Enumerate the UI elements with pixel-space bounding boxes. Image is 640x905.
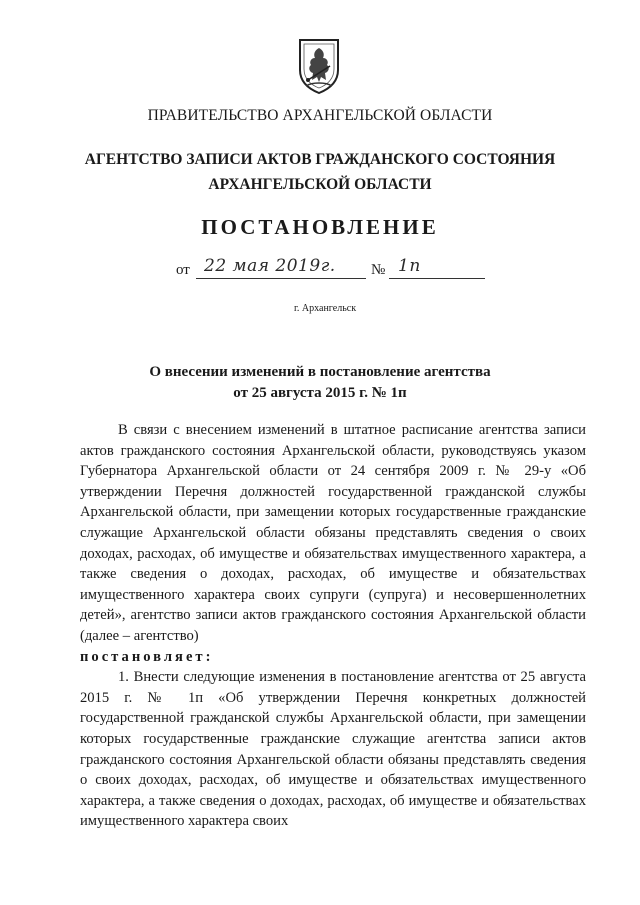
handwritten-date: 22 мая 2019г. [204,256,336,276]
date-underline [196,278,366,279]
document-title-line1: О внесении изменений в постановление агентства [149,364,491,380]
agency-name-line2: АРХАНГЕЛЬСКОЙ ОБЛАСТИ [208,176,432,193]
document-title-line2: от 25 августа 2015 г. № 1п [233,385,407,401]
city-name: г. Архангельск [293,303,357,314]
number-label: № [371,262,386,278]
number-underline [389,278,485,279]
body-paragraph-2: 1. Внести следующие изменения в постановление агентства от 25 августа 2015 г. № 1п «Об утверждении Перечня конкретных должностей государственной гражданской службы Архангельской области, при замещении которых государственные гражданские служащие агентства записи актов гражданского состояния Архангельской области обязаны представлять сведения о своих доходах, расходах, об имуществе и обязательствах имущественного характера, а также сведения о доходах, расходах, об имуществе и обязательствах имущественного характера своих [80,669,586,830]
resolves-keyword: постановляет: [80,648,214,665]
coat-of-arms-emblem [296,36,342,96]
agency-name-line1: АГЕНТСТВО ЗАПИСИ АКТОВ ГРАЖДАНСКОГО СОСТОЯНИЯ [84,151,556,168]
document-title [0,362,640,404]
date-from-label: от [176,262,190,278]
body-paragraph-1: В связи с внесением изменений в штатное расписание агентства записи актов гражданского состояния Архангельской области, руководствуясь указом Губернатора Архангельской области от 24 сентября 2009 г. № 29-у «Об утверждении Перечня должностей государственной гражданской службы Архангельской области, при замещении которых государственные гражданские служащие Архангельской области обязаны представлять сведения о своих доходах, расходах, об имуществе и обязательствах имущественного характера, а также сведения о доходах, расходах, об имуществе и обязательствах имущественного характера своих супруги (супруга) и несовершеннолетних детей», агентство записи актов гражданского состояния Архангельской области (далее – агентство) [80,422,586,644]
document-type-heading: ПОСТАНОВЛЕНИЕ [201,215,439,239]
agency-name [0,147,640,197]
handwritten-number: 1п [398,256,421,276]
date-number-row [176,258,496,282]
document-body [80,420,586,832]
government-name: ПРАВИТЕЛЬСТВО АРХАНГЕЛЬСКОЙ ОБЛАСТИ [147,107,493,124]
